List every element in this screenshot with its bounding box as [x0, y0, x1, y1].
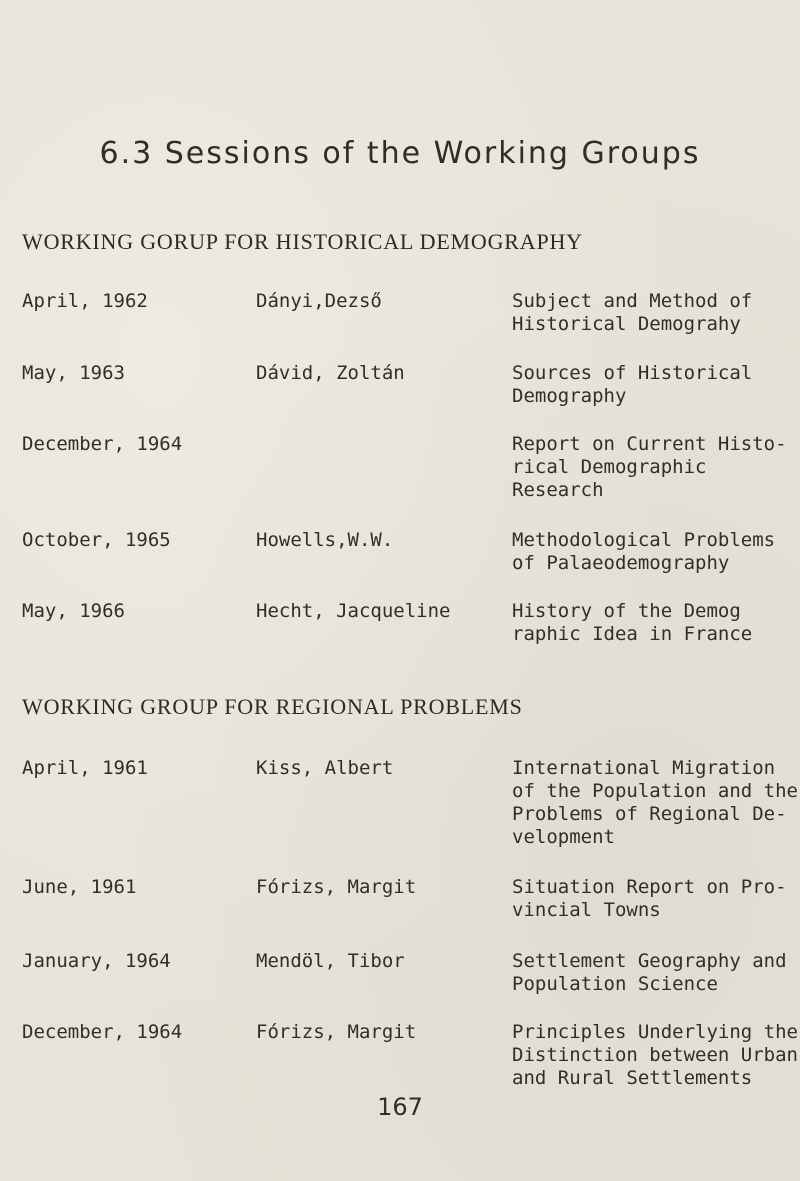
session-date: April, 1961	[22, 757, 148, 779]
session-speaker: Mendöl, Tibor	[256, 950, 405, 972]
session-date: December, 1964	[22, 433, 183, 455]
subject-line: History of the Demog	[512, 600, 741, 622]
session-date: October, 1965	[22, 529, 171, 551]
session-subject	[512, 433, 792, 502]
page-title: 6.3 Sessions of the Working Groups	[99, 136, 701, 171]
page-number: 167	[377, 1093, 423, 1121]
session-date: June, 1961	[22, 876, 137, 898]
subject-line: Research	[512, 479, 604, 501]
session-speaker: Dányi,Dezső	[256, 290, 382, 312]
subject-line: Methodological Problems	[512, 529, 776, 551]
subject-line: International Migration	[512, 757, 776, 779]
session-date: May, 1966	[22, 600, 125, 622]
session-speaker: Fórizs, Margit	[256, 1021, 417, 1043]
session-subject	[512, 529, 792, 575]
subject-line: Settlement Geography and	[512, 950, 787, 972]
subject-line: Demography	[512, 385, 627, 407]
session-speaker: Howells,W.W.	[256, 529, 394, 551]
subject-line: Problems of Regional De-	[512, 803, 787, 825]
subject-line: of Palaeodemography	[512, 552, 730, 574]
subject-line: Situation Report on Pro-	[512, 876, 787, 898]
subject-line: rical Demographic	[512, 456, 707, 478]
section-heading-regional-problems: WORKING GROUP FOR REGIONAL PROBLEMS	[22, 694, 523, 719]
subject-line: and Rural Settlements	[512, 1067, 753, 1089]
session-subject	[512, 600, 792, 646]
subject-line: Sources of Historical	[512, 362, 753, 384]
session-subject	[512, 1021, 798, 1090]
session-date: January, 1964	[22, 950, 171, 972]
session-speaker: Fórizs, Margit	[256, 876, 417, 898]
section-heading-historical-demography: WORKING GORUP FOR HISTORICAL DEMOGRAPHY	[22, 229, 583, 254]
subject-line: raphic Idea in France	[512, 623, 753, 645]
session-subject	[512, 950, 792, 996]
subject-line: Distinction between Urban	[512, 1044, 798, 1066]
session-subject	[512, 362, 792, 408]
session-date: December, 1964	[22, 1021, 183, 1043]
session-date: May, 1963	[22, 362, 125, 384]
session-speaker: Kiss, Albert	[256, 757, 394, 779]
session-subject	[512, 757, 798, 849]
subject-line: Report on Current Histo-	[512, 433, 787, 455]
subject-line: vincial Towns	[512, 899, 661, 921]
session-speaker: Dávid, Zoltán	[256, 362, 405, 384]
session-date: April, 1962	[22, 290, 148, 312]
subject-line: of the Population and the	[512, 780, 798, 802]
subject-line: Principles Underlying the	[512, 1021, 798, 1043]
subject-line: Subject and Method of	[512, 290, 753, 312]
subject-line: Population Science	[512, 973, 718, 995]
subject-line: Historical Demograhy	[512, 313, 741, 335]
session-speaker: Hecht, Jacqueline	[256, 600, 451, 622]
session-subject	[512, 876, 792, 922]
session-subject	[512, 290, 792, 336]
subject-line: velopment	[512, 826, 615, 848]
